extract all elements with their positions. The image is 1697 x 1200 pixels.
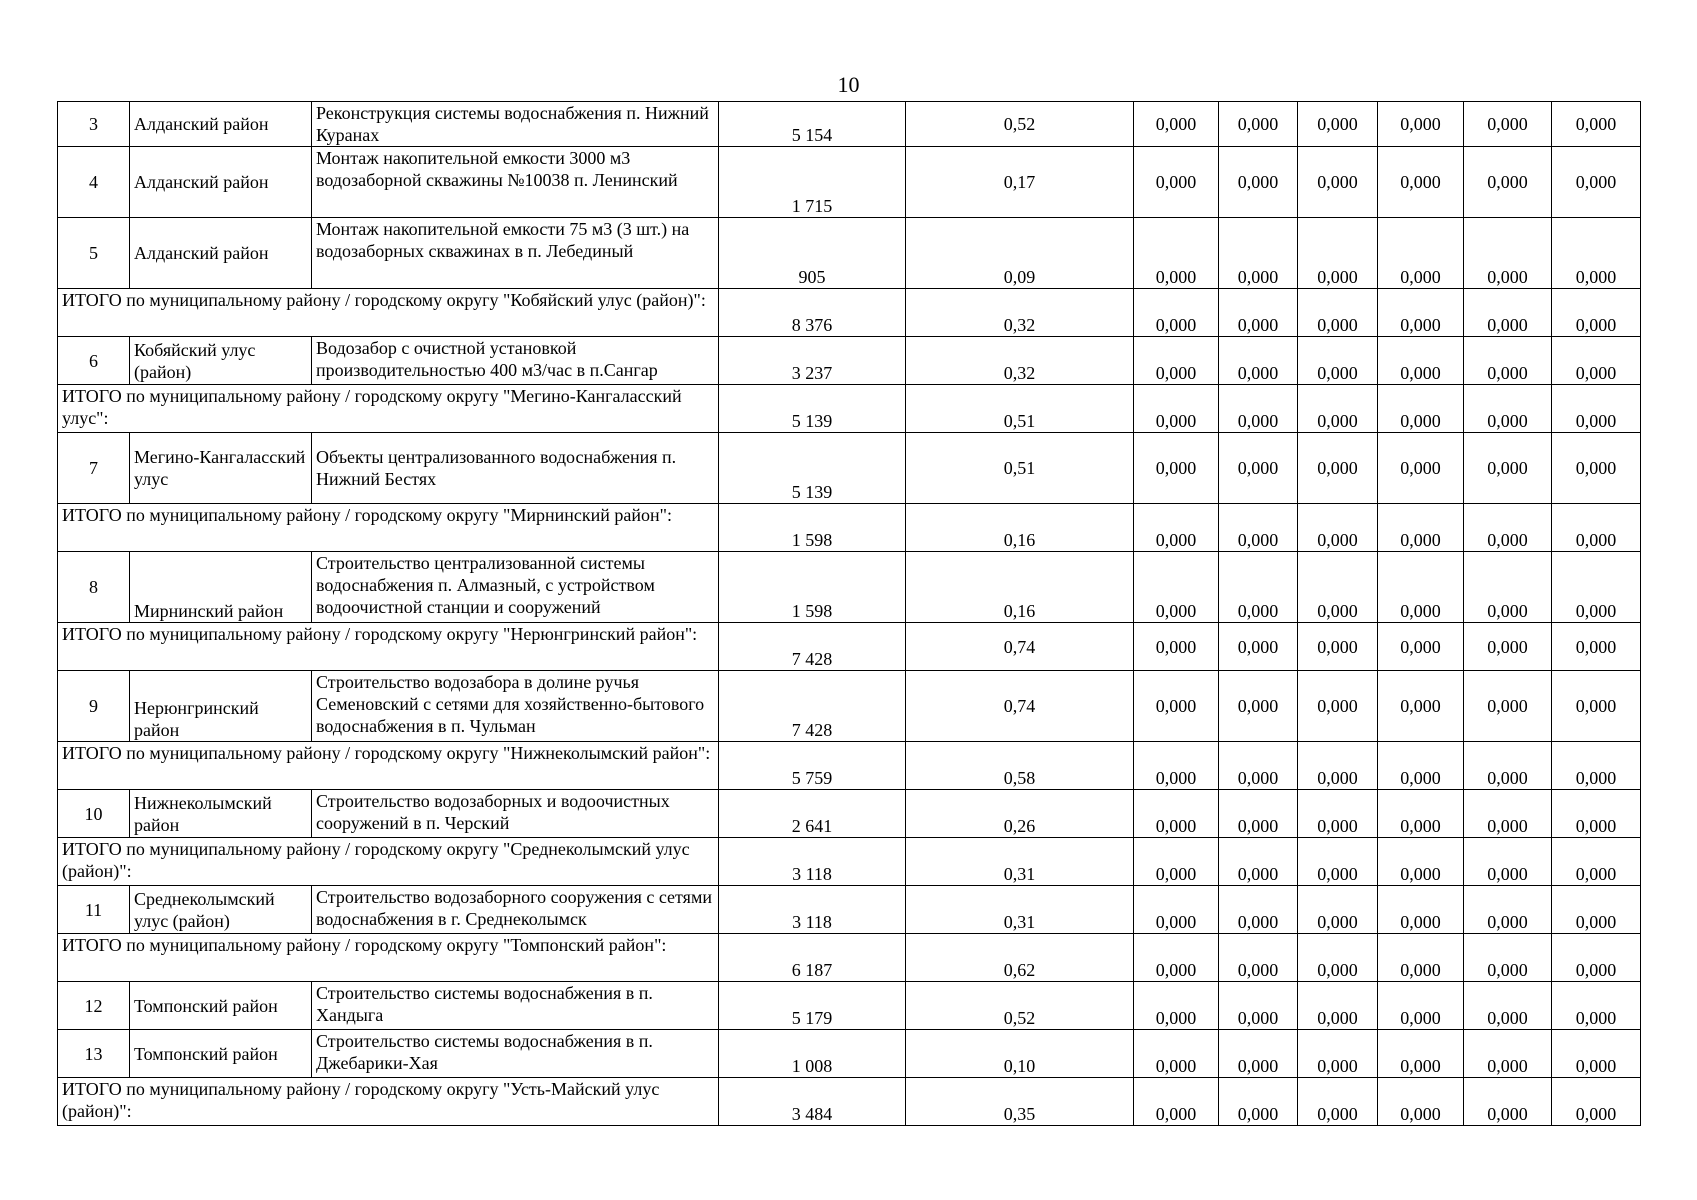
cost-cell: 1 598 [719, 552, 906, 623]
value-cell: 0,000 [1298, 623, 1378, 671]
value-cell: 0,000 [1134, 102, 1219, 147]
value-cell: 0,000 [1219, 838, 1298, 886]
value-cell: 0,000 [1298, 838, 1378, 886]
district-cell: Алданский район [130, 102, 312, 147]
value-cell: 0,000 [1464, 289, 1552, 337]
value-cell: 0,000 [1464, 385, 1552, 433]
value-cell: 0,000 [1134, 385, 1219, 433]
share-cell: 0,58 [906, 742, 1134, 790]
total-row [58, 289, 1641, 337]
total-label: ИТОГО по муниципальному району / городскому округу "Кобяйский улус (район)": [58, 289, 719, 337]
share-cell: 0,31 [906, 886, 1134, 934]
object-cell: Объекты централизованного водоснабжения п. Нижний Бестях [312, 433, 719, 504]
value-cell: 0,000 [1464, 623, 1552, 671]
value-cell: 0,000 [1464, 742, 1552, 790]
value-cell: 0,000 [1219, 385, 1298, 433]
value-cell: 0,000 [1552, 552, 1641, 623]
value-cell: 0,000 [1298, 147, 1378, 218]
district-cell: Алданский район [130, 147, 312, 218]
value-cell: 0,000 [1219, 102, 1298, 147]
cost-cell: 3 484 [719, 1078, 906, 1126]
cost-cell: 5 179 [719, 982, 906, 1030]
value-cell: 0,000 [1464, 218, 1552, 289]
value-cell: 0,000 [1378, 886, 1464, 934]
table-row [58, 147, 1641, 218]
row-number: 7 [58, 433, 130, 504]
value-cell: 0,000 [1134, 742, 1219, 790]
share-cell: 0,10 [906, 1030, 1134, 1078]
table-row [58, 982, 1641, 1030]
district-cell: Томпонский район [130, 982, 312, 1030]
value-cell: 0,000 [1219, 982, 1298, 1030]
cost-cell: 7 428 [719, 623, 906, 671]
value-cell: 0,000 [1378, 337, 1464, 385]
value-cell: 0,000 [1464, 671, 1552, 742]
investment-table [57, 101, 1641, 1126]
value-cell: 0,000 [1134, 504, 1219, 552]
object-cell: Монтаж накопительной емкости 75 м3 (3 шт.) на водозаборных скважинах в п. Лебединый [312, 218, 719, 289]
cost-cell: 1 715 [719, 147, 906, 218]
value-cell: 0,000 [1552, 504, 1641, 552]
value-cell: 0,000 [1378, 504, 1464, 552]
cost-cell: 5 759 [719, 742, 906, 790]
value-cell: 0,000 [1298, 552, 1378, 623]
value-cell: 0,000 [1134, 433, 1219, 504]
total-label: ИТОГО по муниципальному району / городскому округу "Томпонский район": [58, 934, 719, 982]
value-cell: 0,000 [1298, 1030, 1378, 1078]
value-cell: 0,000 [1464, 982, 1552, 1030]
object-cell: Реконструкция системы водоснабжения п. Нижний Куранах [312, 102, 719, 147]
share-cell: 0,26 [906, 790, 1134, 838]
value-cell: 0,000 [1378, 838, 1464, 886]
value-cell: 0,000 [1378, 742, 1464, 790]
total-label: ИТОГО по муниципальному району / городскому округу "Среднеколымский улус (район)": [58, 838, 719, 886]
share-cell: 0,62 [906, 934, 1134, 982]
object-cell: Монтаж накопительной емкости 3000 м3 водозаборной скважины №10038 п. Ленинский [312, 147, 719, 218]
value-cell: 0,000 [1552, 934, 1641, 982]
total-row [58, 1078, 1641, 1126]
value-cell: 0,000 [1464, 838, 1552, 886]
value-cell: 0,000 [1134, 623, 1219, 671]
cost-cell: 905 [719, 218, 906, 289]
value-cell: 0,000 [1552, 671, 1641, 742]
row-number: 13 [58, 1030, 130, 1078]
value-cell: 0,000 [1219, 671, 1298, 742]
page-number: 10 [837, 72, 860, 97]
value-cell: 0,000 [1219, 742, 1298, 790]
value-cell: 0,000 [1219, 337, 1298, 385]
value-cell: 0,000 [1134, 982, 1219, 1030]
share-cell: 0,16 [906, 552, 1134, 623]
share-cell: 0,74 [906, 623, 1134, 671]
share-cell: 0,16 [906, 504, 1134, 552]
row-number: 8 [58, 552, 130, 623]
value-cell: 0,000 [1378, 982, 1464, 1030]
object-cell: Строительство централизованной системы водоснабжения п. Алмазный, с устройством водоочистной станции и сооружений [312, 552, 719, 623]
total-label: ИТОГО по муниципальному району / городскому округу "Нерюнгринский район": [58, 623, 719, 671]
value-cell: 0,000 [1378, 790, 1464, 838]
district-cell: Томпонский район [130, 1030, 312, 1078]
share-cell: 0,09 [906, 218, 1134, 289]
value-cell: 0,000 [1134, 147, 1219, 218]
value-cell: 0,000 [1464, 102, 1552, 147]
cost-cell: 1 598 [719, 504, 906, 552]
share-cell: 0,35 [906, 1078, 1134, 1126]
value-cell: 0,000 [1464, 934, 1552, 982]
total-label: ИТОГО по муниципальному району / городскому округу "Нижнеколымский район": [58, 742, 719, 790]
cost-cell: 3 118 [719, 886, 906, 934]
district-cell: Нижнеколымский район [130, 790, 312, 838]
value-cell: 0,000 [1552, 886, 1641, 934]
value-cell: 0,000 [1298, 1078, 1378, 1126]
table-row [58, 790, 1641, 838]
row-number: 6 [58, 337, 130, 385]
total-label: ИТОГО по муниципальному району / городскому округу "Мегино-Кангаласский улус": [58, 385, 719, 433]
value-cell: 0,000 [1378, 433, 1464, 504]
cost-cell: 6 187 [719, 934, 906, 982]
value-cell: 0,000 [1378, 1030, 1464, 1078]
object-cell: Водозабор с очистной установкой производительностью 400 м3/час в п.Сангар [312, 337, 719, 385]
value-cell: 0,000 [1134, 790, 1219, 838]
value-cell: 0,000 [1552, 102, 1641, 147]
total-label: ИТОГО по муниципальному району / городскому округу "Мирнинский район": [58, 504, 719, 552]
table-row [58, 552, 1641, 623]
cost-cell: 3 118 [719, 838, 906, 886]
value-cell: 0,000 [1219, 623, 1298, 671]
share-cell: 0,51 [906, 433, 1134, 504]
table-row [58, 1030, 1641, 1078]
row-number: 4 [58, 147, 130, 218]
object-cell: Строительство водозабора в долине ручья Семеновский с сетями для хозяйственно-бытового водоснабжения в п. Чульман [312, 671, 719, 742]
value-cell: 0,000 [1378, 147, 1464, 218]
table-row [58, 218, 1641, 289]
value-cell: 0,000 [1464, 433, 1552, 504]
value-cell: 0,000 [1134, 838, 1219, 886]
cost-cell: 5 139 [719, 433, 906, 504]
value-cell: 0,000 [1378, 552, 1464, 623]
value-cell: 0,000 [1464, 147, 1552, 218]
value-cell: 0,000 [1378, 289, 1464, 337]
value-cell: 0,000 [1552, 790, 1641, 838]
value-cell: 0,000 [1378, 1078, 1464, 1126]
value-cell: 0,000 [1219, 289, 1298, 337]
cost-cell: 5 154 [719, 102, 906, 147]
value-cell: 0,000 [1298, 385, 1378, 433]
total-row [58, 934, 1641, 982]
row-number: 11 [58, 886, 130, 934]
value-cell: 0,000 [1552, 385, 1641, 433]
value-cell: 0,000 [1298, 433, 1378, 504]
value-cell: 0,000 [1378, 623, 1464, 671]
share-cell: 0,52 [906, 982, 1134, 1030]
value-cell: 0,000 [1552, 1030, 1641, 1078]
value-cell: 0,000 [1464, 1030, 1552, 1078]
district-cell: Среднеколымский улус (район) [130, 886, 312, 934]
value-cell: 0,000 [1298, 504, 1378, 552]
value-cell: 0,000 [1464, 552, 1552, 623]
cost-cell: 1 008 [719, 1030, 906, 1078]
table-row [58, 337, 1641, 385]
object-cell: Строительство водозаборного сооружения с сетями водоснабжения в г. Среднеколымск [312, 886, 719, 934]
value-cell: 0,000 [1378, 385, 1464, 433]
value-cell: 0,000 [1464, 790, 1552, 838]
value-cell: 0,000 [1219, 790, 1298, 838]
value-cell: 0,000 [1219, 886, 1298, 934]
value-cell: 0,000 [1552, 337, 1641, 385]
value-cell: 0,000 [1552, 742, 1641, 790]
share-cell: 0,32 [906, 337, 1134, 385]
value-cell: 0,000 [1378, 934, 1464, 982]
value-cell: 0,000 [1134, 289, 1219, 337]
value-cell: 0,000 [1219, 934, 1298, 982]
value-cell: 0,000 [1219, 552, 1298, 623]
share-cell: 0,51 [906, 385, 1134, 433]
value-cell: 0,000 [1298, 337, 1378, 385]
row-number: 9 [58, 671, 130, 742]
value-cell: 0,000 [1298, 102, 1378, 147]
value-cell: 0,000 [1134, 671, 1219, 742]
value-cell: 0,000 [1298, 982, 1378, 1030]
cost-cell: 3 237 [719, 337, 906, 385]
value-cell: 0,000 [1378, 671, 1464, 742]
value-cell: 0,000 [1219, 504, 1298, 552]
cost-cell: 7 428 [719, 671, 906, 742]
value-cell: 0,000 [1552, 433, 1641, 504]
district-cell: Мегино-Кангаласский улус [130, 433, 312, 504]
value-cell: 0,000 [1552, 623, 1641, 671]
district-cell: Кобяйский улус (район) [130, 337, 312, 385]
share-cell: 0,17 [906, 147, 1134, 218]
value-cell: 0,000 [1134, 552, 1219, 623]
share-cell: 0,32 [906, 289, 1134, 337]
total-row [58, 838, 1641, 886]
district-cell: Нерюнгринский район [130, 671, 312, 742]
value-cell: 0,000 [1378, 102, 1464, 147]
object-cell: Строительство системы водоснабжения в п. Джебарики-Хая [312, 1030, 719, 1078]
object-cell: Строительство водозаборных и водоочистных сооружений в п. Черский [312, 790, 719, 838]
district-cell: Алданский район [130, 218, 312, 289]
value-cell: 0,000 [1464, 504, 1552, 552]
total-row [58, 623, 1641, 671]
row-number: 10 [58, 790, 130, 838]
value-cell: 0,000 [1298, 671, 1378, 742]
value-cell: 0,000 [1552, 218, 1641, 289]
value-cell: 0,000 [1378, 218, 1464, 289]
value-cell: 0,000 [1134, 337, 1219, 385]
value-cell: 0,000 [1134, 1078, 1219, 1126]
value-cell: 0,000 [1219, 147, 1298, 218]
share-cell: 0,31 [906, 838, 1134, 886]
row-number: 5 [58, 218, 130, 289]
cost-cell: 5 139 [719, 385, 906, 433]
value-cell: 0,000 [1219, 1030, 1298, 1078]
value-cell: 0,000 [1134, 1030, 1219, 1078]
value-cell: 0,000 [1298, 886, 1378, 934]
value-cell: 0,000 [1464, 337, 1552, 385]
total-row [58, 742, 1641, 790]
value-cell: 0,000 [1134, 218, 1219, 289]
value-cell: 0,000 [1552, 147, 1641, 218]
value-cell: 0,000 [1464, 1078, 1552, 1126]
total-row [58, 504, 1641, 552]
value-cell: 0,000 [1219, 218, 1298, 289]
value-cell: 0,000 [1552, 982, 1641, 1030]
table-row [58, 886, 1641, 934]
share-cell: 0,52 [906, 102, 1134, 147]
cost-cell: 8 376 [719, 289, 906, 337]
table-row [58, 102, 1641, 147]
value-cell: 0,000 [1552, 838, 1641, 886]
value-cell: 0,000 [1219, 433, 1298, 504]
object-cell: Строительство системы водоснабжения в п. Хандыга [312, 982, 719, 1030]
value-cell: 0,000 [1298, 790, 1378, 838]
cost-cell: 2 641 [719, 790, 906, 838]
total-label: ИТОГО по муниципальному району / городскому округу "Усть-Майский улус (район)": [58, 1078, 719, 1126]
value-cell: 0,000 [1134, 934, 1219, 982]
value-cell: 0,000 [1552, 1078, 1641, 1126]
row-number: 12 [58, 982, 130, 1030]
value-cell: 0,000 [1298, 218, 1378, 289]
value-cell: 0,000 [1298, 289, 1378, 337]
value-cell: 0,000 [1552, 289, 1641, 337]
row-number: 3 [58, 102, 130, 147]
value-cell: 0,000 [1464, 886, 1552, 934]
value-cell: 0,000 [1219, 1078, 1298, 1126]
district-cell: Мирнинский район [130, 552, 312, 623]
total-row [58, 385, 1641, 433]
value-cell: 0,000 [1298, 742, 1378, 790]
value-cell: 0,000 [1298, 934, 1378, 982]
share-cell: 0,74 [906, 671, 1134, 742]
table-row [58, 671, 1641, 742]
value-cell: 0,000 [1134, 886, 1219, 934]
table-row [58, 433, 1641, 504]
